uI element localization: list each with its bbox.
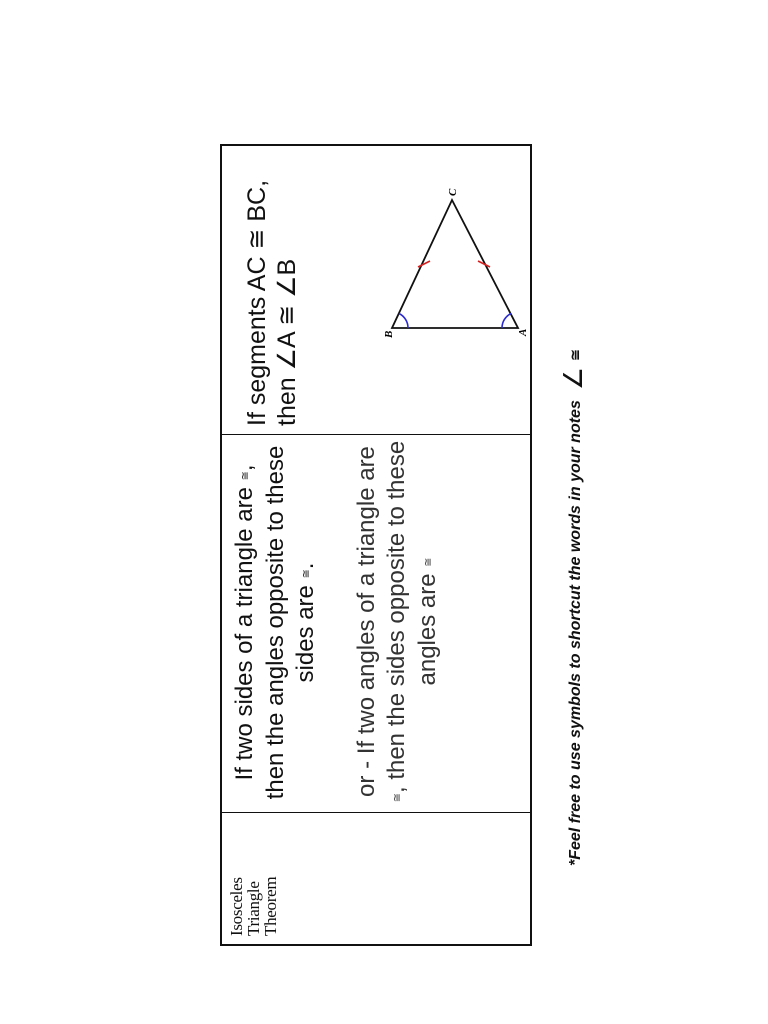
converse-part-1: or - If two angles of a triangle are	[353, 446, 380, 797]
vertex-label-c: C	[447, 188, 459, 196]
vertex-label-b: B	[383, 330, 395, 338]
angle-symbol: ∠	[558, 366, 588, 391]
footnote-text: *Feel free to use symbols to shortcut the words in your notes	[567, 400, 584, 866]
term-line-1: Isosceles	[227, 877, 246, 936]
definition-cell	[222, 434, 530, 812]
term-line-2: Triangle	[244, 881, 263, 936]
statement-part-2: , then the angles opposite to these sides are	[231, 445, 319, 800]
congruent-symbol: ≅	[422, 557, 435, 567]
congruent-symbol: ≅	[300, 569, 313, 579]
converse-part-2: , then the sides opposite to these angles are	[383, 440, 441, 794]
theorem-table	[220, 144, 532, 946]
rotated-page	[220, 144, 610, 946]
term-line-3: Theorem	[261, 876, 280, 936]
tick-mark-bc	[418, 261, 430, 267]
angle-arc-a	[502, 314, 511, 329]
isosceles-triangle-diagram	[340, 174, 530, 414]
congruent-symbol: ≅	[391, 793, 404, 803]
triangle-shape	[392, 200, 518, 328]
congruent-symbol-note: ≅	[567, 349, 583, 361]
example-line-2: then ∠A ≅ ∠B	[273, 258, 301, 426]
statement-part-3: .	[291, 562, 319, 570]
theorem-statement	[230, 443, 321, 802]
vertex-label-a: A	[517, 328, 529, 336]
congruent-symbol: ≅	[239, 471, 252, 481]
example-cell	[222, 146, 530, 434]
angle-arc-b	[399, 314, 408, 329]
term-cell	[222, 812, 530, 944]
theorem-name	[228, 816, 279, 936]
example-line-1: If segments AC ≅ BC,	[243, 179, 271, 426]
statement-part-1: If two sides of a triangle are	[231, 480, 258, 781]
converse-statement	[352, 439, 443, 804]
footnote	[558, 226, 589, 866]
example-statement	[242, 146, 302, 426]
